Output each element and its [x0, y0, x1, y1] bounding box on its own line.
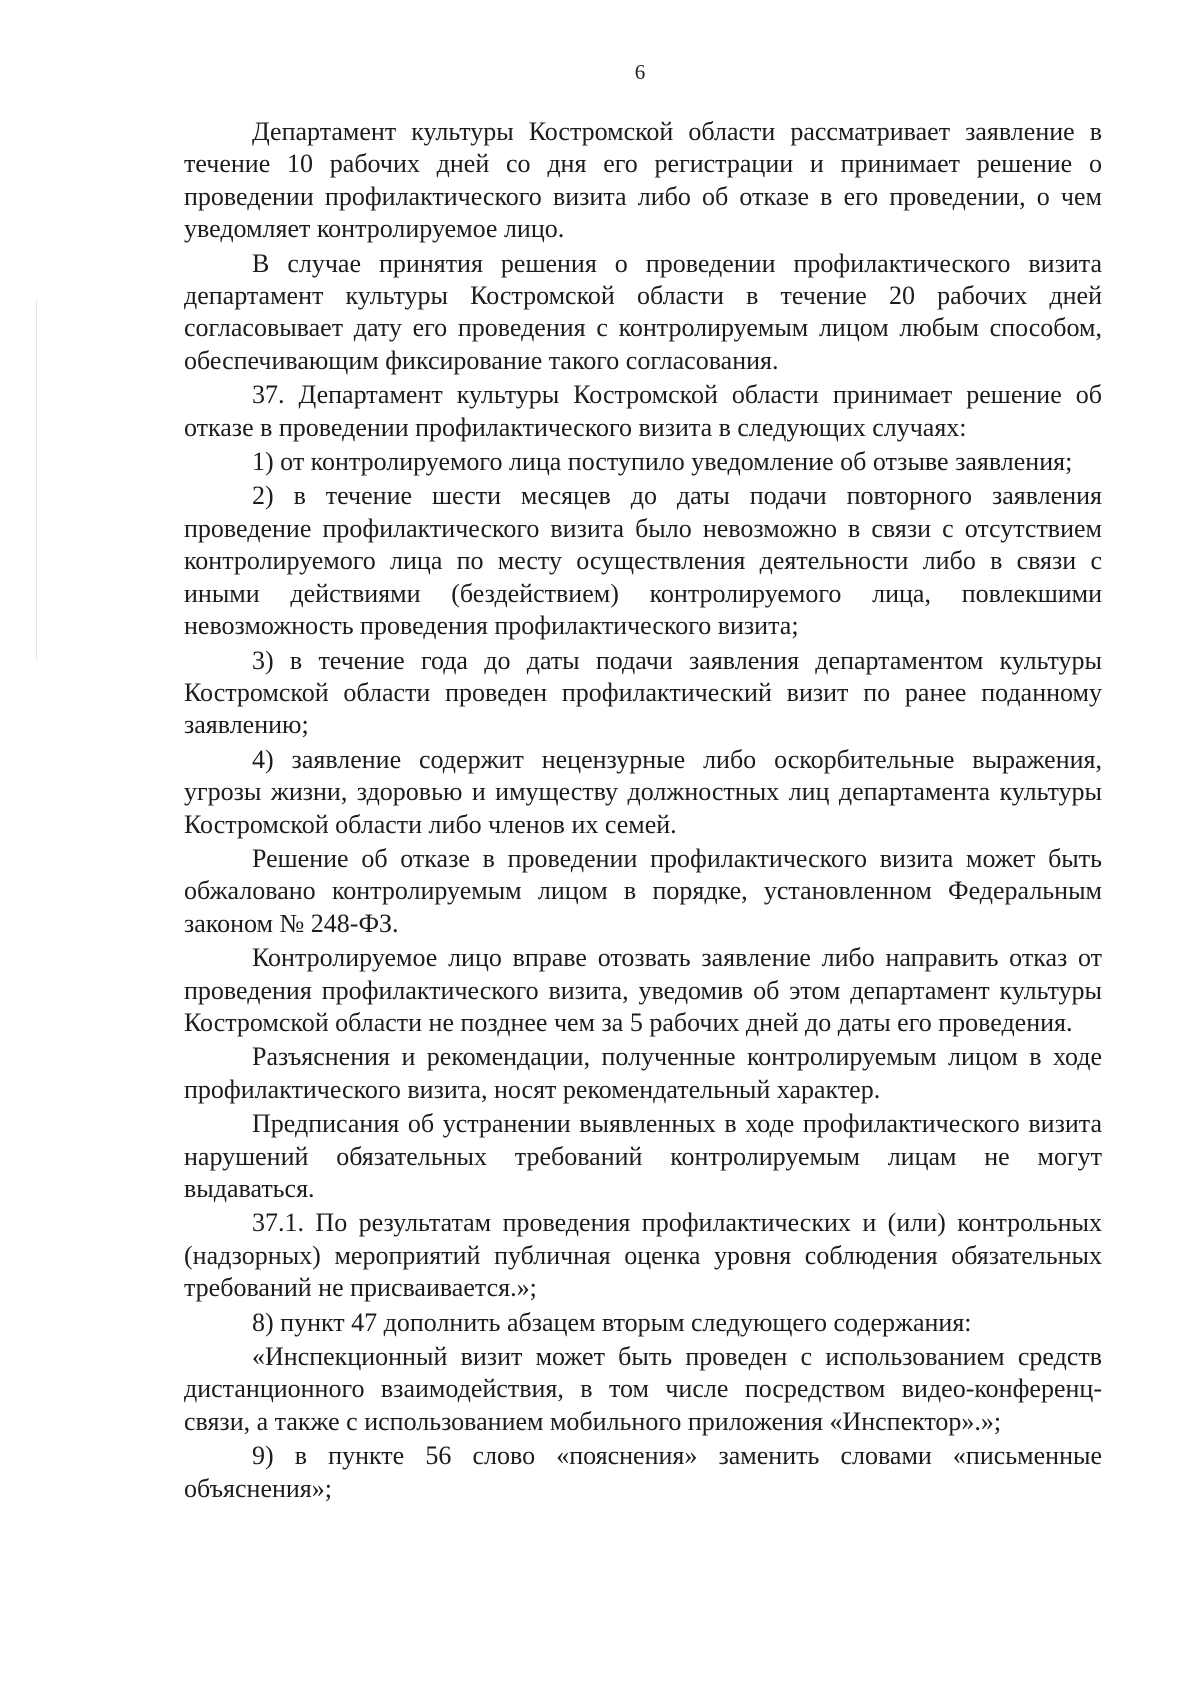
document-body [184, 116, 1102, 1507]
list-item: 3) в течение года до даты подачи заявления департаментом культуры Костромской области проведен профилактический визит по ранее поданному заявлению; [184, 645, 1102, 740]
list-item: 2) в течение шести месяцев до даты подачи повторного заявления проведение профилактического визита было невозможно в связи с отсутствием контролируемого лица по месту осуществления деятельности либо в связи с иными действиями (бездействием) контролируемого лица, повлекшими невозможность проведения профилактического визита; [184, 481, 1102, 641]
paragraph: Предписания об устранении выявленных в ходе профилактического визита нарушений обязательных требований контролируемым лицам не могут выдаваться. [184, 1109, 1102, 1203]
paragraph-item-37-1: 37.1. По результатам проведения профилактических и (или) контрольных (надзорных) мероприятий публичная оценка уровня соблюдения обязательных требований не присваивается.»; [184, 1208, 1102, 1303]
paragraph: Департамент культуры Костромской области рассматривает заявление в течение 10 рабочих дней со дня его регистрации и принимает решение о проведении профилактического визита либо об отказе в его проведении, о чем уведомляет контролируемое лицо. [184, 117, 1102, 244]
list-item: 8) пункт 47 дополнить абзацем вторым следующего содержания: [252, 1307, 972, 1337]
list-item: 4) заявление содержит нецензурные либо оскорбительные выражения, угрозы жизни, здоровью и имуществу должностных лиц департамента культуры Костромской области либо членов их семей. [184, 744, 1102, 839]
paragraph: Контролируемое лицо вправе отозвать заявление либо направить отказ от проведения профилактического визита, уведомив об этом департамент культуры Костромской области не позднее чем за 5 рабочих дней до даты его проведения. [184, 943, 1102, 1037]
list-item: 9) в пункте 56 слово «пояснения» заменить словами «письменные объяснения»; [184, 1441, 1102, 1503]
scan-artifact [36, 300, 37, 660]
paragraph: В случае принятия решения о проведении профилактического визита департамент культуры Костромской области в течение 20 рабочих дней согласовывает дату его проведения с контролируемым лицом любым способом, обеспечивающим фиксирование такого согласования. [184, 248, 1102, 375]
paragraph-item-37: 37. Департамент культуры Костромской области принимает решение об отказе в проведении профилактического визита в следующих случаях: [184, 380, 1102, 442]
page-number: 6 [634, 60, 646, 84]
quoted-paragraph: «Инспекционный визит может быть проведен с использованием средств дистанционного взаимодействия, в том числе посредством видео-конференц-связи, а также с использованием мобильного приложения «Инспектор».»; [184, 1342, 1102, 1436]
paragraph: Разъяснения и рекомендации, полученные контролируемым лицом в ходе профилактического визита, носят рекомендательный характер. [184, 1042, 1102, 1104]
list-item: 1) от контролируемого лица поступило уведомление об отзыве заявления; [252, 447, 1073, 477]
paragraph: Решение об отказе в проведении профилактического визита может быть обжаловано контролируемым лицом в порядке, установленном Федеральным законом № 248-ФЗ. [184, 843, 1102, 938]
